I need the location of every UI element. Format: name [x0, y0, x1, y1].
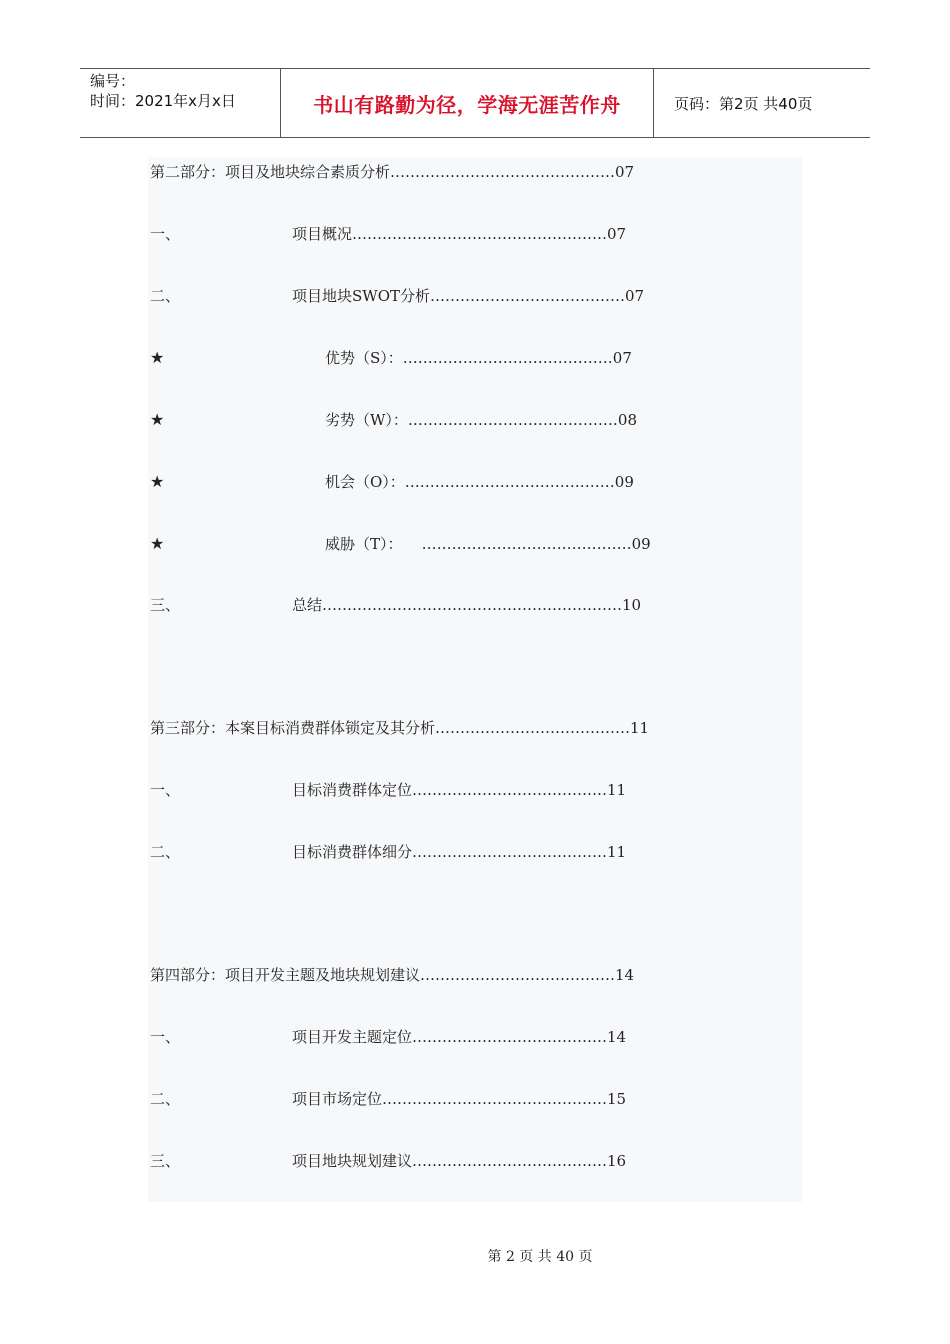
star-icon: ★	[150, 534, 165, 553]
star-icon: ★	[150, 410, 165, 429]
header-page-label	[664, 69, 870, 137]
toc-marker: 一、	[150, 1028, 181, 1046]
page-footer	[0, 1246, 950, 1266]
toc-marker: 二、	[150, 1090, 181, 1108]
toc-item-text: 目标消费群体定位…………………………………11	[292, 781, 627, 799]
header-meta	[80, 69, 281, 137]
number-label: 编号：	[90, 72, 136, 90]
toc-part-title-text: 第二部分：项目及地块综合素质分析………………………………………07	[150, 163, 635, 181]
star-icon: ★	[150, 472, 165, 491]
toc-item-text: 项目概况……………………………………………07	[292, 225, 627, 243]
footer-page-number: 第 2 页 共 40 页	[487, 1249, 593, 1265]
header-motto: 书山有路勤为径，学海无涯苦作舟	[281, 69, 654, 137]
page-header	[80, 68, 870, 138]
toc-item-text: 机会（O）：……………………………………09	[325, 473, 634, 491]
toc-item-text: 劣势（W）：……………………………………08	[325, 411, 638, 429]
toc-item-text: 目标消费群体细分…………………………………11	[292, 843, 627, 861]
toc-marker: 三、	[150, 1152, 181, 1170]
toc-item-text: 项目地块规划建议…………………………………16	[292, 1152, 627, 1170]
toc-item-text: 项目开发主题定位…………………………………14	[292, 1028, 627, 1046]
date-label: 时间：2021年x月x日	[90, 92, 236, 110]
toc-marker: 二、	[150, 287, 181, 305]
toc-item-text: 优势（S）：……………………………………07	[325, 349, 632, 367]
toc-part-title-text: 第三部分：本案目标消费群体锁定及其分析…………………………………11	[150, 719, 650, 737]
star-icon: ★	[150, 348, 165, 367]
toc-item-text: 总结……………………………………………………10	[292, 596, 642, 614]
toc-marker: 一、	[150, 781, 181, 799]
toc-item-text: 项目地块SWOT分析…………………………………07	[292, 287, 645, 305]
toc-part-title-text: 第四部分：项目开发主题及地块规划建议…………………………………14	[150, 966, 635, 984]
toc-marker: 三、	[150, 596, 181, 614]
toc-marker: 一、	[150, 225, 181, 243]
toc-item-text: 项目市场定位………………………………………15	[292, 1090, 627, 1108]
page-label-text: 页码：第2页 共40页	[674, 94, 813, 113]
toc-item-text: 威胁（T）： ……………………………………09	[325, 535, 651, 553]
toc-marker: 二、	[150, 843, 181, 861]
